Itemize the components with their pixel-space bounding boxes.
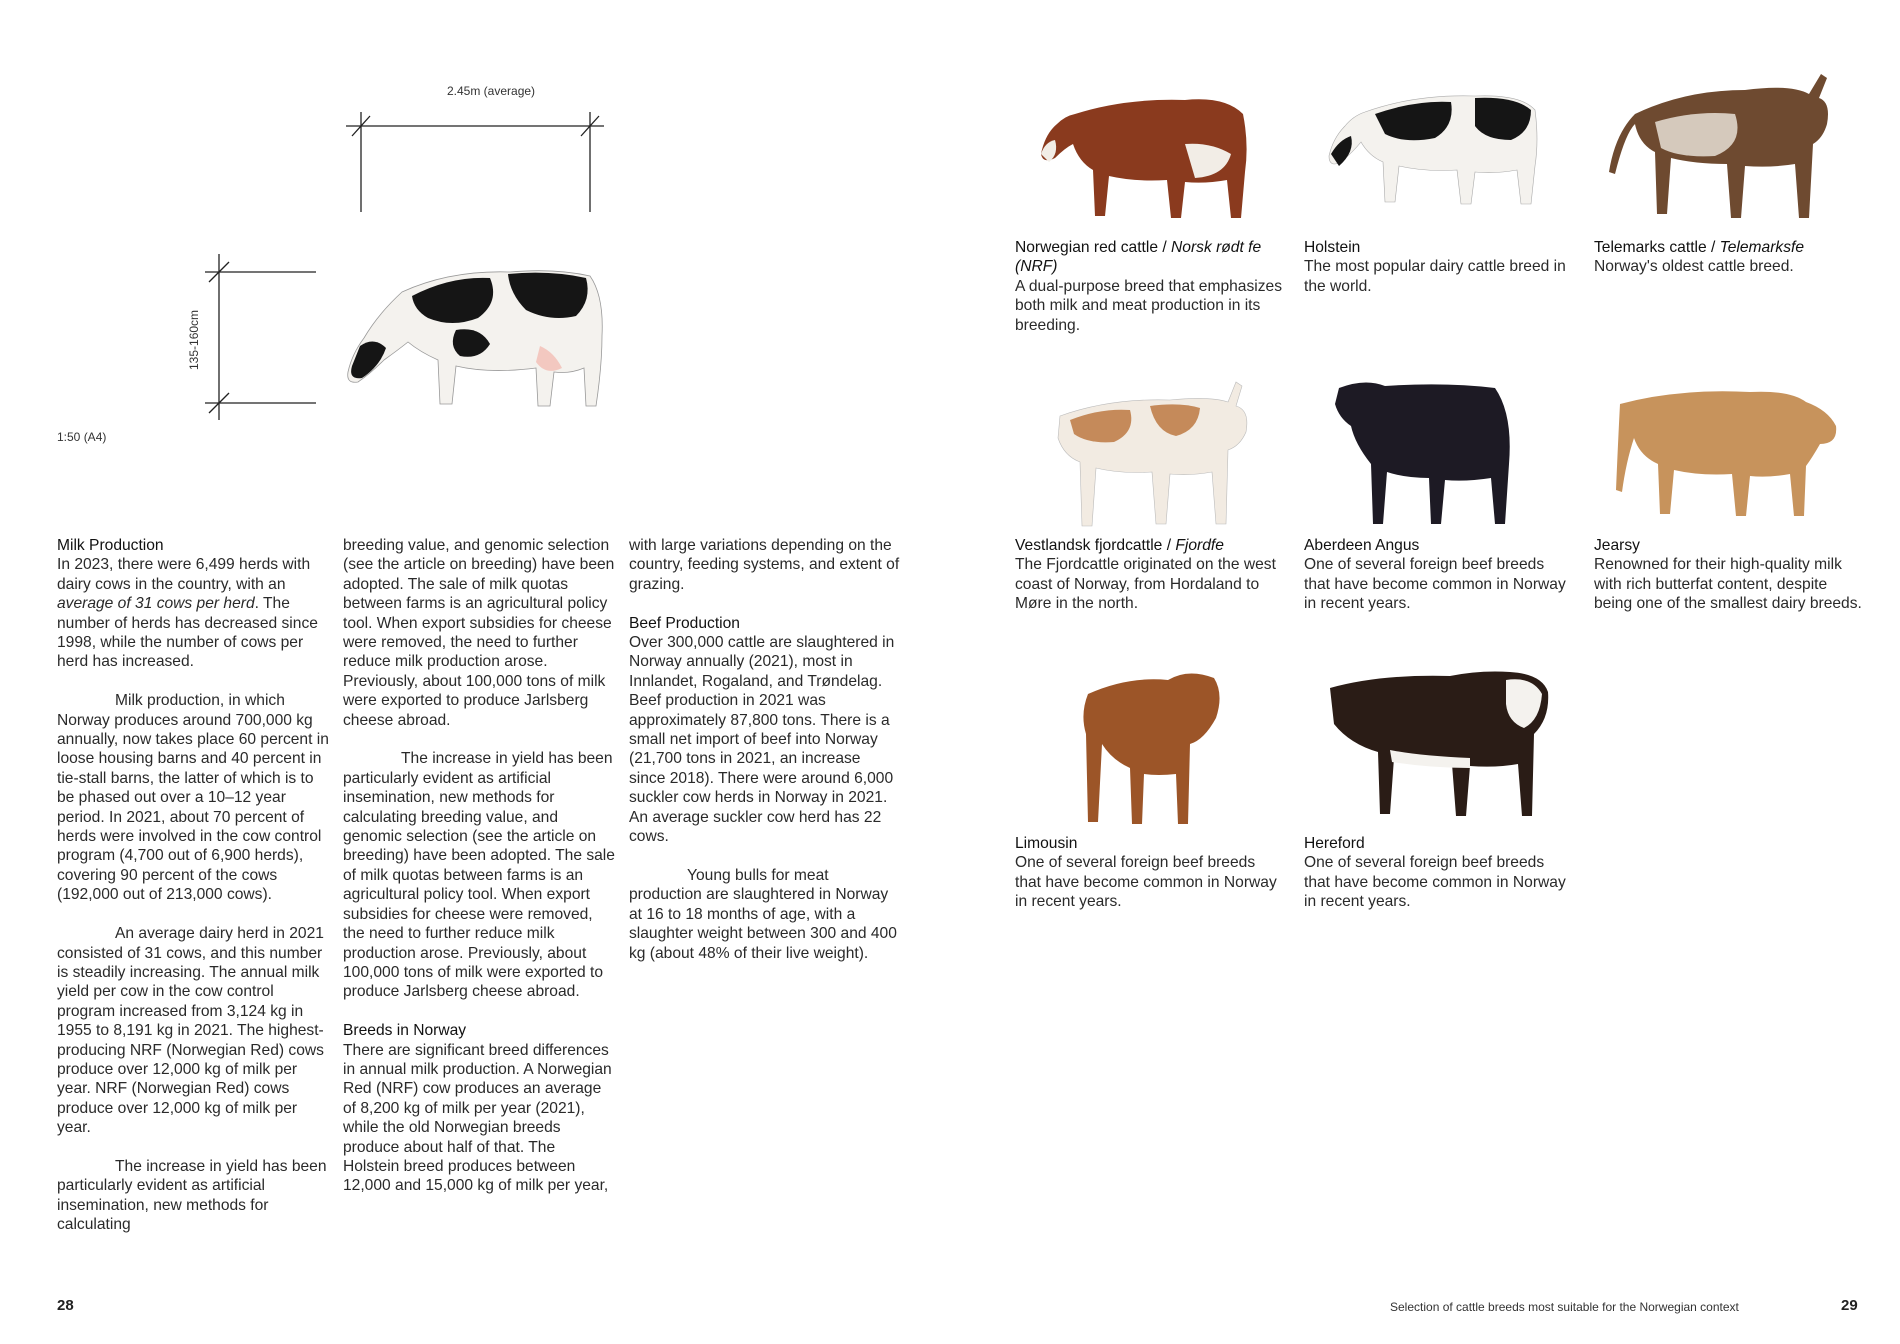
breed-caption-norwegian-red: Norwegian red cattle / Norsk rødt fe (NRF) A dual-purpose breed that emphasizes both milk and meat production in its breeding. [1015, 239, 1282, 334]
milk-production-heading: Milk Production [57, 537, 164, 554]
right-page-number: 29 [1841, 1297, 1858, 1314]
paragraph: Milk production, in which Norway produces around 700,000 kg annually, now takes place 60 percent in loose housing barns and 40 percent in tie-stall barns, the latter of which is to be phased out over a 10–12 year period. In 2021, about 70 percent of herds were involved in the cow control program (4,700 out of 6,900 herds), covering 90 percent of the cows (192,000 out of 213,000 cows). [57, 692, 329, 904]
paragraph: The increase in yield has been particularly evident as artificial insemination, new methods for calculating [57, 1157, 327, 1234]
height-dimension-label: 135-160cm [187, 309, 201, 370]
paragraph: Young bulls for meat production are slaughtered in Norway at 16 to 18 months of age, with a slaughter weight between 300 and 400 kg (about 48% of their live weight). [629, 866, 897, 962]
telemarks-cattle-photo [1595, 64, 1850, 224]
holstein-scale-illustration [340, 256, 610, 416]
paragraph: breeding value, and genomic selection (see the article on breeding) have been adopted. The sale of milk quotas between farms is an agricultural policy tool. When export subsidies for cheese were removed, the need to further reduce milk production arose. Previously, about 100,000 tons of milk were exported to produce Jarlsberg cheese abroad. [343, 537, 615, 729]
paragraph: In 2023, there were 6,499 herds with dairy cows in the country, with an average of 31 cows per herd. The number of herds has decreased since 1998, while the number of cows per herd has increased. [57, 556, 318, 671]
breed-caption-telemarks: Telemarks cattle / Telemarksfe Norway's oldest cattle breed. [1594, 239, 1805, 276]
breed-caption-limousin: Limousin One of several foreign beef breeds that have become common in Norway in recent years. [1015, 835, 1277, 911]
paragraph: The increase in yield has been particularly evident as artificial insemination, new methods for calculating breeding value, and genomic selection (see the article on breeding) have been adopted. The sale of milk quotas between farms is an agricultural policy tool. When export subsidies for cheese were removed, the need to further reduce milk production arose. Previously, about 100,000 tons of milk were exported to produce Jarlsberg cheese abroad. [343, 750, 615, 1001]
breed-caption-hereford: Hereford One of several foreign beef breeds that have become common in Norway in recent years. [1304, 835, 1566, 911]
left-page-number: 28 [57, 1297, 74, 1314]
limousin-photo [1068, 664, 1228, 832]
figure-caption: Selection of cattle breeds most suitable for the Norwegian context [1390, 1300, 1739, 1314]
breeds-in-norway-heading: Breeds in Norway [343, 1022, 467, 1040]
holstein-photo [1325, 86, 1543, 208]
paragraph: Over 300,000 cattle are slaughtered in Norway annually (2021), most in Innlandet, Rogaland, and Trøndelag. Beef production in 2021 was approximately 87,800 tons. There is a small net import of beef into Norway (21,700 tons in 2021, an increase since 2018). There were around 6,000 suckler cow herds in Norway in 2021. An average suckler cow herd has 22 cows. [629, 634, 895, 846]
breed-caption-jersey: Jearsy Renowned for their high-quality milk with rich butterfat content, despite being one of the smallest dairy breeds. [1594, 537, 1862, 613]
breed-caption-aberdeen-angus: Aberdeen Angus One of several foreign beef breeds that have become common in Norway in recent years. [1304, 537, 1566, 613]
scale-label: 1:50 (A4) [57, 430, 107, 444]
hereford-photo [1320, 664, 1552, 824]
paragraph: with large variations depending on the country, feeding systems, and extent of grazing. [629, 537, 900, 593]
text-column-2 [343, 536, 615, 1196]
jersey-photo [1600, 382, 1840, 522]
width-dimension-label: 2.45m (average) [447, 84, 536, 98]
text-column-3 [629, 536, 901, 963]
norwegian-red-cattle-photo [1035, 84, 1255, 224]
breed-caption-holstein: Holstein The most popular dairy cattle breed in the world. [1304, 239, 1566, 295]
beef-production-heading: Beef Production [629, 614, 740, 632]
fjordcattle-photo [1040, 376, 1262, 532]
paragraph: An average dairy herd in 2021 consisted of 31 cows, and this number is steadily increasing. The annual milk yield per cow in the cow control program increased from 3,124 kg in 1955 to 8,191 kg in 2021. The highest-producing NRF (Norwegian Red) cows produce over 12,000 kg of milk per year. NRF (Norwegian Red) cows produce over 12,000 kg of milk per year. [57, 925, 324, 1137]
paragraph: There are significant breed differences in annual milk production. A Norwegian Red (NRF) cow produces an average of 8,200 kg of milk per year (2021), while the old Norwegian breeds produce about half of that. The Holstein breed produces between 12,000 and 15,000 kg of milk per year, [343, 1041, 612, 1195]
breed-caption-fjordcattle: Vestlandsk fjordcattle / Fjordfe The Fjordcattle originated on the west coast of Norway, from Hordaland to Møre in the north. [1015, 537, 1276, 613]
aberdeen-angus-photo [1325, 374, 1515, 532]
text-column-1 [57, 536, 329, 1235]
